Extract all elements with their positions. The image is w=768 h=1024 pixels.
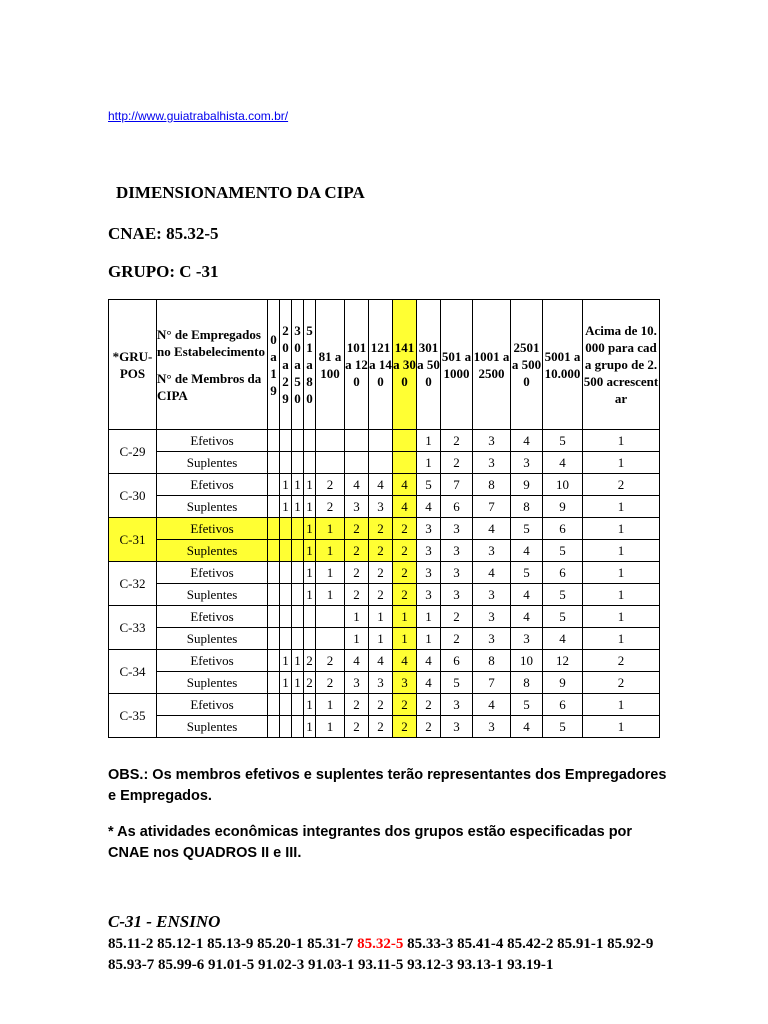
value-cell: 9 — [511, 474, 543, 496]
value-cell: 1 — [292, 672, 304, 694]
table-row — [109, 694, 660, 716]
value-cell: 2 — [393, 716, 417, 738]
row-label-cell: Efetivos — [157, 474, 268, 496]
value-cell: 6 — [543, 694, 583, 716]
value-cell: 6 — [543, 562, 583, 584]
value-cell: 1 — [304, 694, 316, 716]
row-label-cell: Efetivos — [157, 694, 268, 716]
value-cell: 4 — [511, 540, 543, 562]
value-cell: 1 — [583, 584, 660, 606]
value-cell — [268, 540, 280, 562]
table-row — [109, 716, 660, 738]
value-cell: 2 — [393, 584, 417, 606]
value-cell: 1 — [583, 694, 660, 716]
row-label-cell: Suplentes — [157, 540, 268, 562]
value-cell: 2 — [441, 628, 473, 650]
value-cell: 2 — [345, 716, 369, 738]
value-cell: 1 — [316, 716, 345, 738]
value-cell: 1 — [345, 606, 369, 628]
value-cell: 5 — [417, 474, 441, 496]
value-cell — [280, 606, 292, 628]
value-cell: 1 — [583, 562, 660, 584]
value-cell — [268, 452, 280, 474]
value-cell: 3 — [417, 518, 441, 540]
value-cell: 4 — [473, 562, 511, 584]
table-row — [109, 650, 660, 672]
row-label-cell: Efetivos — [157, 518, 268, 540]
value-cell: 8 — [473, 650, 511, 672]
value-cell: 3 — [511, 452, 543, 474]
value-cell — [292, 716, 304, 738]
value-cell: 5 — [441, 672, 473, 694]
value-cell: 4 — [393, 474, 417, 496]
value-cell: 2 — [369, 540, 393, 562]
value-cell: 3 — [473, 606, 511, 628]
value-cell: 3 — [473, 628, 511, 650]
value-cell — [292, 518, 304, 540]
value-cell: 1 — [583, 628, 660, 650]
cipa-table — [108, 299, 660, 738]
value-cell: 2 — [316, 474, 345, 496]
value-cell: 1 — [304, 496, 316, 518]
value-cell — [268, 628, 280, 650]
header-column: 101 a 120 — [345, 300, 369, 430]
value-cell: 2 — [345, 540, 369, 562]
table-row — [109, 606, 660, 628]
value-cell — [268, 694, 280, 716]
header-label-empregados: N° de Empregados no Estabelecimento — [157, 326, 265, 359]
value-cell — [280, 562, 292, 584]
value-cell: 7 — [473, 672, 511, 694]
code-highlight: 85.32-5 — [357, 936, 404, 952]
cnae-label: CNAE: 85.32-5 — [108, 224, 219, 243]
header-column: 0 a 19 — [268, 300, 280, 430]
group-name-cell: C-34 — [109, 650, 157, 694]
header-column: 30 a 50 — [292, 300, 304, 430]
row-label-cell: Efetivos — [157, 606, 268, 628]
value-cell: 7 — [473, 496, 511, 518]
value-cell: 2 — [316, 672, 345, 694]
row-label-cell: Suplentes — [157, 672, 268, 694]
value-cell: 1 — [583, 540, 660, 562]
row-label-cell: Suplentes — [157, 496, 268, 518]
value-cell — [345, 430, 369, 452]
value-cell: 4 — [543, 628, 583, 650]
value-cell: 2 — [441, 606, 473, 628]
value-cell: 3 — [441, 694, 473, 716]
table-body — [109, 430, 660, 738]
value-cell: 4 — [417, 496, 441, 518]
value-cell — [304, 606, 316, 628]
value-cell: 5 — [543, 716, 583, 738]
value-cell: 6 — [441, 496, 473, 518]
group-name-cell: C-33 — [109, 606, 157, 650]
header-column: 501 a 1000 — [441, 300, 473, 430]
header-column: 1001 a 2500 — [473, 300, 511, 430]
value-cell: 1 — [369, 628, 393, 650]
ensino-title: C-31 - ENSINO — [108, 912, 221, 931]
value-cell: 3 — [473, 584, 511, 606]
value-cell: 4 — [511, 716, 543, 738]
table-row — [109, 430, 660, 452]
value-cell: 2 — [393, 540, 417, 562]
table-row — [109, 672, 660, 694]
value-cell: 2 — [316, 650, 345, 672]
table-header-row — [109, 300, 660, 430]
value-cell: 2 — [369, 518, 393, 540]
value-cell: 4 — [473, 518, 511, 540]
value-cell: 2 — [304, 672, 316, 694]
value-cell: 2 — [393, 518, 417, 540]
row-label-cell: Efetivos — [157, 650, 268, 672]
value-cell: 2 — [369, 694, 393, 716]
group-name-cell: C-32 — [109, 562, 157, 606]
value-cell: 2 — [583, 672, 660, 694]
group-name-cell: C-29 — [109, 430, 157, 474]
value-cell — [280, 452, 292, 474]
value-cell: 2 — [441, 452, 473, 474]
row-label-cell: Efetivos — [157, 430, 268, 452]
value-cell — [316, 606, 345, 628]
value-cell — [369, 452, 393, 474]
value-cell — [393, 452, 417, 474]
value-cell: 6 — [441, 650, 473, 672]
value-cell: 2 — [583, 474, 660, 496]
value-cell: 5 — [511, 562, 543, 584]
header-grupos: *GRU-POS — [109, 300, 157, 430]
value-cell: 3 — [369, 496, 393, 518]
grupo-label: GRUPO: C -31 — [108, 262, 219, 281]
table-row — [109, 628, 660, 650]
value-cell: 1 — [417, 430, 441, 452]
header-column: 2501 a 5000 — [511, 300, 543, 430]
table-row — [109, 584, 660, 606]
value-cell: 1 — [316, 562, 345, 584]
value-cell: 9 — [543, 672, 583, 694]
value-cell: 4 — [543, 452, 583, 474]
value-cell — [304, 628, 316, 650]
table-row — [109, 518, 660, 540]
value-cell — [304, 430, 316, 452]
row-label-cell: Suplentes — [157, 716, 268, 738]
value-cell — [316, 628, 345, 650]
value-cell — [316, 452, 345, 474]
table-row — [109, 452, 660, 474]
value-cell — [280, 518, 292, 540]
value-cell: 4 — [473, 694, 511, 716]
value-cell — [292, 452, 304, 474]
group-name-cell: C-35 — [109, 694, 157, 738]
row-label-cell: Suplentes — [157, 452, 268, 474]
codes-before: 85.11-2 85.12-1 85.13-9 85.20-1 85.31-7 — [108, 936, 354, 952]
value-cell — [292, 540, 304, 562]
value-cell — [268, 672, 280, 694]
header-column: 20 a 29 — [280, 300, 292, 430]
value-cell: 12 — [543, 650, 583, 672]
value-cell: 1 — [417, 628, 441, 650]
value-cell: 4 — [345, 650, 369, 672]
value-cell — [280, 584, 292, 606]
value-cell: 1 — [393, 628, 417, 650]
value-cell: 1 — [304, 716, 316, 738]
value-cell: 4 — [345, 474, 369, 496]
value-cell: 1 — [304, 474, 316, 496]
value-cell — [393, 430, 417, 452]
value-cell — [268, 650, 280, 672]
value-cell — [292, 606, 304, 628]
value-cell: 1 — [583, 496, 660, 518]
value-cell — [268, 584, 280, 606]
header-column: 121 a 140 — [369, 300, 393, 430]
table-row — [109, 496, 660, 518]
value-cell — [292, 562, 304, 584]
value-cell — [268, 562, 280, 584]
row-label-cell: Efetivos — [157, 562, 268, 584]
group-name-cell: C-30 — [109, 474, 157, 518]
value-cell: 7 — [441, 474, 473, 496]
value-cell: 2 — [417, 716, 441, 738]
value-cell — [280, 430, 292, 452]
value-cell: 1 — [304, 540, 316, 562]
value-cell: 3 — [473, 430, 511, 452]
value-cell: 1 — [583, 518, 660, 540]
value-cell: 1 — [280, 650, 292, 672]
group-name-cell: C-31 — [109, 518, 157, 562]
value-cell: 4 — [417, 672, 441, 694]
value-cell: 2 — [393, 562, 417, 584]
value-cell: 3 — [441, 562, 473, 584]
value-cell — [268, 430, 280, 452]
value-cell — [268, 606, 280, 628]
value-cell: 3 — [441, 716, 473, 738]
value-cell: 3 — [393, 672, 417, 694]
value-cell: 3 — [417, 562, 441, 584]
value-cell: 2 — [345, 584, 369, 606]
value-cell: 2 — [345, 694, 369, 716]
value-cell — [280, 716, 292, 738]
value-cell — [304, 452, 316, 474]
value-cell: 1 — [280, 672, 292, 694]
value-cell: 1 — [292, 496, 304, 518]
value-cell: 4 — [511, 430, 543, 452]
value-cell: 5 — [543, 540, 583, 562]
value-cell: 1 — [316, 694, 345, 716]
value-cell: 1 — [583, 716, 660, 738]
value-cell: 1 — [316, 584, 345, 606]
value-cell: 3 — [473, 452, 511, 474]
value-cell: 4 — [511, 606, 543, 628]
value-cell: 3 — [345, 496, 369, 518]
header-column: 141 a 300 — [393, 300, 417, 430]
value-cell: 3 — [473, 540, 511, 562]
value-cell — [345, 452, 369, 474]
value-cell: 1 — [369, 606, 393, 628]
value-cell: 2 — [583, 650, 660, 672]
value-cell: 3 — [473, 716, 511, 738]
value-cell: 2 — [345, 518, 369, 540]
value-cell: 6 — [543, 518, 583, 540]
table-row — [109, 562, 660, 584]
value-cell — [292, 584, 304, 606]
row-label-cell: Suplentes — [157, 628, 268, 650]
value-cell: 2 — [369, 716, 393, 738]
value-cell: 1 — [583, 606, 660, 628]
value-cell: 3 — [345, 672, 369, 694]
value-cell: 1 — [292, 650, 304, 672]
value-cell — [268, 518, 280, 540]
document-title: DIMENSIONAMENTO DA CIPA — [116, 183, 365, 202]
value-cell: 3 — [369, 672, 393, 694]
value-cell: 1 — [583, 430, 660, 452]
table-row — [109, 540, 660, 562]
value-cell: 1 — [393, 606, 417, 628]
value-cell — [316, 430, 345, 452]
value-cell: 8 — [511, 496, 543, 518]
cnae-codes — [108, 934, 688, 976]
value-cell: 2 — [316, 496, 345, 518]
value-cell: 4 — [417, 650, 441, 672]
value-cell: 4 — [369, 650, 393, 672]
value-cell — [280, 694, 292, 716]
value-cell: 1 — [304, 518, 316, 540]
value-cell — [369, 430, 393, 452]
value-cell: 3 — [441, 584, 473, 606]
value-cell: 3 — [511, 628, 543, 650]
value-cell: 8 — [511, 672, 543, 694]
value-cell: 3 — [417, 584, 441, 606]
value-cell: 1 — [345, 628, 369, 650]
value-cell — [280, 540, 292, 562]
value-cell: 2 — [369, 562, 393, 584]
source-link[interactable]: http://www.guiatrabalhista.com.br/ — [108, 109, 289, 123]
value-cell — [292, 694, 304, 716]
header-column: 301 a 500 — [417, 300, 441, 430]
note-paragraph: * As atividades econômicas integrantes dos grupos estão especificadas por CNAE nos QUADROS II e III. — [108, 824, 633, 861]
value-cell: 9 — [543, 496, 583, 518]
value-cell: 8 — [473, 474, 511, 496]
row-label-cell: Suplentes — [157, 584, 268, 606]
value-cell: 3 — [441, 518, 473, 540]
header-column: 5001 a 10.000 — [543, 300, 583, 430]
value-cell — [268, 474, 280, 496]
value-cell: 1 — [316, 540, 345, 562]
value-cell — [292, 628, 304, 650]
value-cell: 4 — [393, 496, 417, 518]
value-cell: 2 — [345, 562, 369, 584]
value-cell: 1 — [417, 452, 441, 474]
codes-after: 85.33-3 85.41-4 85.42-2 85.91-1 85.92-9 85.93-7 85.99-6 91.01-5 91.02-3 91.03-1 93.11-5 93.12-3 93.13-1 93.19-1 — [108, 936, 654, 973]
value-cell — [268, 716, 280, 738]
value-cell: 5 — [543, 584, 583, 606]
value-cell: 2 — [417, 694, 441, 716]
value-cell: 3 — [441, 540, 473, 562]
obs-paragraph: OBS.: Os membros efetivos e suplentes terão representantes dos Empregadores e Empregados. — [108, 767, 667, 804]
value-cell: 5 — [511, 518, 543, 540]
value-cell: 5 — [543, 606, 583, 628]
value-cell: 4 — [393, 650, 417, 672]
header-column: 51 a 80 — [304, 300, 316, 430]
value-cell: 2 — [441, 430, 473, 452]
value-cell: 1 — [417, 606, 441, 628]
value-cell: 4 — [511, 584, 543, 606]
value-cell: 10 — [511, 650, 543, 672]
header-column: 81 a 100 — [316, 300, 345, 430]
value-cell: 4 — [369, 474, 393, 496]
table-row — [109, 474, 660, 496]
value-cell: 1 — [583, 452, 660, 474]
value-cell — [292, 430, 304, 452]
header-column: Acima de 10.000 para cada grupo de 2.500 acrescentar — [583, 300, 660, 430]
value-cell: 5 — [511, 694, 543, 716]
value-cell: 10 — [543, 474, 583, 496]
value-cell: 1 — [316, 518, 345, 540]
value-cell: 5 — [543, 430, 583, 452]
value-cell: 3 — [417, 540, 441, 562]
value-cell: 1 — [280, 474, 292, 496]
value-cell: 1 — [304, 562, 316, 584]
value-cell: 2 — [369, 584, 393, 606]
header-label — [157, 300, 268, 430]
header-label-membros: N° de Membros da CIPA — [157, 370, 262, 403]
value-cell — [268, 496, 280, 518]
value-cell — [280, 628, 292, 650]
value-cell: 1 — [280, 496, 292, 518]
value-cell: 2 — [304, 650, 316, 672]
value-cell: 2 — [393, 694, 417, 716]
value-cell: 1 — [304, 584, 316, 606]
value-cell: 1 — [292, 474, 304, 496]
